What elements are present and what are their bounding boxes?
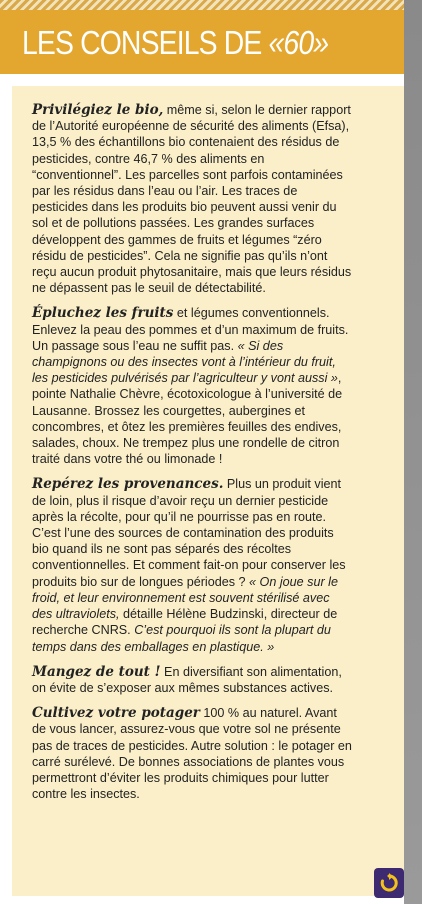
text-provenances-1: Plus un produit vient de loin, plus il risque d’avoir reçu un dernier pesticide après la récolte, pour qu’il ne pourrisse pas en route. C’est l’une des sources de contamination des produits bio quand ils ne sont pas séparés des récoltes conventionnelles. Et comment fait-on pour conserver les produits bio sur de longues périodes ?	[32, 477, 346, 589]
title-main: LES CONSEILS DE	[22, 24, 262, 61]
text-bio: même si, selon le dernier rapport de l’Autorité européenne de sécurité des aliments (Efsa), 13,5 % des échantillons bio contenaient des résidus de pesticides, contre 46,7 % des aliments en “conventionnel”. Les parcelles sont parfois contaminées par les résidus dans l’eau ou l’air. Les traces de pesticides dans les produits bio peuvent aussi venir du sol et de pollutions passées. Les grandes surfaces développent des gammes de fruits et légumes “zéro résidu de pesticides”. Cela ne signifie pas qu’ils n’ont reçu aucun produit phytosanitaire, mais que leurs résidus ne dépassent pas le seuil de détectabilité.	[32, 103, 352, 296]
text-tout: En diversifiant son alimentation, on évite de s’exposer aux mêmes substances actives.	[32, 664, 342, 695]
paragraph-potager	[32, 705, 352, 802]
lead-bio: Privilégiez le bio,	[32, 102, 164, 118]
paragraph-bio	[32, 102, 352, 296]
paragraph-tout	[32, 664, 352, 696]
quote-fruits: « Si des champignons ou des insectes vont à l’intérieur du fruit, les pesticides pulvérisés par l’agriculteur y vont aussi »	[32, 338, 338, 386]
decorative-stripe	[0, 0, 404, 10]
quote-provenances-2: C’est pourquoi ils sont la plupart du temps dans des emballages en plastique. »	[32, 623, 331, 654]
text-fruits-1: et légumes conventionnels. Enlevez la peau des pommes et d’un maximum de fruits. Un passage sous l’eau ne suffit pas.	[32, 306, 349, 353]
paragraph-fruits	[32, 305, 352, 467]
advice-content	[32, 102, 352, 811]
lead-fruits: Épluchez les fruits	[32, 305, 174, 322]
lead-provenances: Repérez les provenances.	[32, 476, 224, 493]
refresh-icon	[379, 873, 399, 893]
paragraph-provenances	[32, 476, 352, 654]
page-title	[22, 24, 328, 62]
lead-potager: Cultivez votre potager	[32, 705, 200, 722]
text-potager: 100 % au naturel. Avant de vous lancer, assurez-vous que votre sol ne présente pas de traces de pesticides. Autre solution : le potager en carré surélevé. De bonnes associations de plantes vous permettront d’éviter les produits chimiques pour lutter contre les insectes.	[32, 706, 352, 802]
text-provenances-2: détaille Hélène Budzinski, directeur de recherche CNRS.	[32, 607, 338, 638]
lead-tout: Mangez de tout !	[32, 663, 161, 680]
title-emphasis: «60»	[268, 24, 329, 61]
quote-provenances: « On joue sur le froid, et leur environnement est souvent stérilisé avec des ultraviolets,	[32, 574, 338, 622]
refresh-button[interactable]	[374, 868, 404, 898]
scrollbar-strip	[404, 0, 422, 904]
text-fruits-2: , pointe Nathalie Chèvre, écotoxicologue à l’université de Lausanne. Brossez les courgettes, aubergines et concombres, et ôtez les premières feuilles des endives, salades, choux. Ne trempez plus une rondelle de citron traité dans votre thé ou limonade !	[32, 371, 343, 467]
